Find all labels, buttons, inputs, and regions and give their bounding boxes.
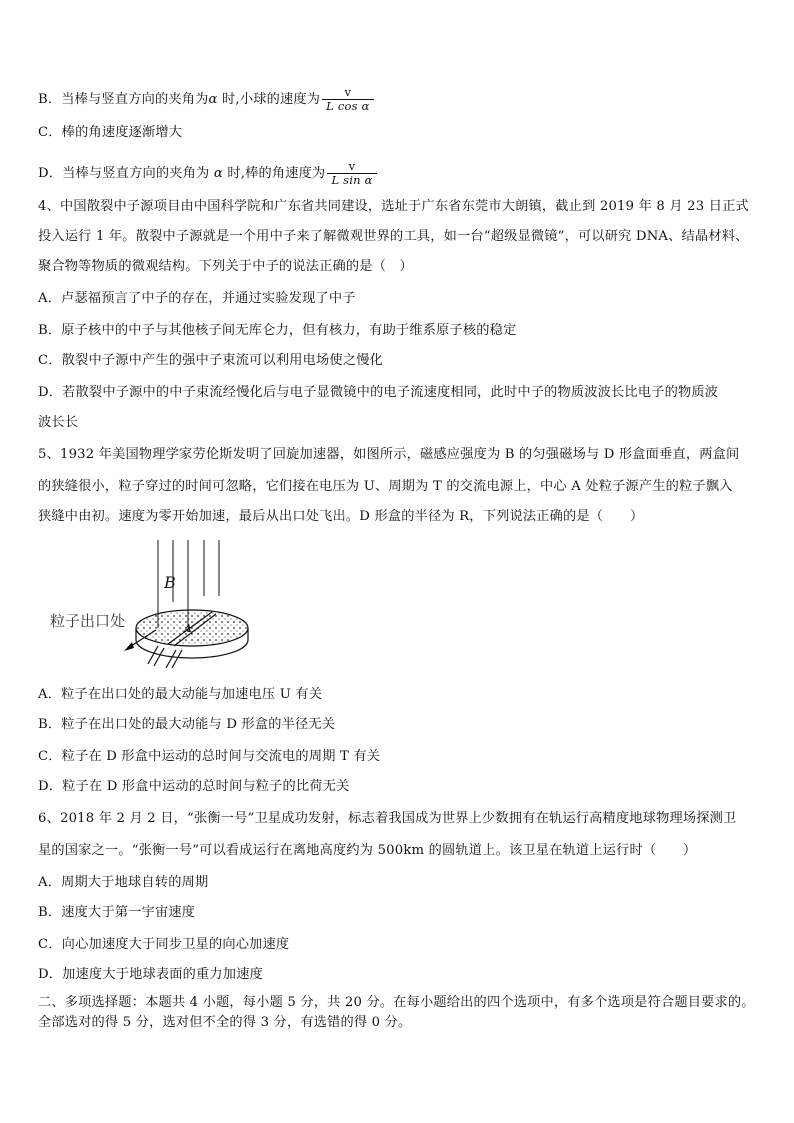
- alpha-symbol: α: [213, 166, 223, 181]
- q4-stem-line: 聚合物等物质的微观结构。下列关于中子的说法正确的是（ ）: [38, 259, 413, 274]
- q6-option: B．速度大于第一宇宙速度: [38, 905, 196, 920]
- d-box-top: [136, 610, 248, 646]
- q5-option: B．粒子在出口处的最大动能与 D 形盒的半径无关: [38, 717, 336, 732]
- label-a: A: [184, 622, 192, 635]
- q4-option-continued: 波长长: [38, 415, 79, 430]
- q6-option: C．向心加速度大于同步卫星的向心加速度: [38, 937, 290, 952]
- q4-option: B．原子核中的中子与其他核子间无库仑力，但有核力，有助于维系原子核的稳定: [38, 323, 517, 338]
- q5-option: A．粒子在出口处的最大动能与加速电压 U 有关: [38, 687, 323, 702]
- option-text: D．当棒与竖直方向的夹角为: [38, 166, 214, 181]
- cyclotron-figure: [40, 536, 250, 672]
- q3-option-b: [38, 86, 762, 113]
- label-b: B: [164, 573, 176, 592]
- q5-option: D．粒子在 D 形盒中运动的总时间与粒子的比荷无关: [38, 779, 350, 794]
- q4-stem-line: 4、中国散裂中子源项目由中国科学院和广东省共同建设，选址于广东省东莞市大朗镇，截止到 2019 年 8 月 23 日正式: [38, 199, 749, 214]
- q5-option: C．粒子在 D 形盒中运动的总时间与交流电的周期 T 有关: [38, 749, 381, 764]
- q5-stem-line: 的狭缝很小，粒子穿过的时间可忽略，它们接在电压为 U、周期为 T 的交流电源上，中心 A 处粒子源产生的粒子飘入: [38, 479, 733, 494]
- section-heading: 二、多项选择题：本题共 4 小题，每小题 5 分，共 20 分。在每小题给出的四个选项中，有多个选项是符合题目要求的。: [38, 995, 755, 1010]
- q4-option: A．卢瑟福预言了中子的存在，并通过实验发现了中子: [38, 291, 356, 306]
- q4-stem-line: 投入运行 1 年。散裂中子源就是一个用中子来了解微观世界的工具，如一台“超级显微镜”，可以研究 DNA、结晶材料、: [38, 229, 749, 244]
- option-text: 时,棒的角速度为: [222, 166, 326, 181]
- q5-stem-line: 5、1932 年美国物理学家劳伦斯发明了回旋加速器，如图所示，磁感应强度为 B 的匀强磁场与 D 形盒面垂直，两盒间: [38, 447, 740, 462]
- label-exit: 粒子出口处: [50, 612, 126, 630]
- cyclotron-diagram: [40, 536, 250, 672]
- q3-option-d: [38, 160, 762, 187]
- fraction: [322, 86, 373, 113]
- section-heading: 全部选对的得 5 分，选对但不全的得 3 分，有选错的得 0 分。: [38, 1015, 412, 1030]
- q6-option: A．周期大于地球自转的周期: [38, 875, 209, 890]
- option-text: B．当棒与竖直方向的夹角为: [38, 92, 209, 107]
- arrow-head-icon: [124, 642, 134, 651]
- fraction-denominator: L sin α: [327, 173, 376, 187]
- alpha-symbol: α: [208, 92, 218, 107]
- q6-option: D．加速度大于地球表面的重力加速度: [38, 967, 263, 982]
- fraction: [327, 160, 376, 187]
- fraction-numerator: v: [344, 85, 352, 99]
- q3-option-c: C．棒的角速度逐渐增大: [38, 125, 183, 140]
- option-text: 时,小球的速度为: [217, 92, 321, 107]
- q4-option: D．若散裂中子源中的中子束流经慢化后与电子显微镜中的电子流速度相同，此时中子的物质波波长比电子的物质波: [38, 385, 719, 400]
- q5-stem-line: 狭缝中由初。速度为零开始加速，最后从出口处飞出。D 形盒的半径为 R，下列说法正确的是（ ）: [38, 509, 644, 524]
- q6-stem-line: 星的国家之一。“张衡一号”可以看成运行在离地高度约为 500km 的圆轨道上。该卫星在轨道上运行时（ ）: [38, 843, 697, 858]
- fraction-denominator: L cos α: [322, 99, 373, 113]
- q4-option: C．散裂中子源中产生的强中子束流可以利用电场使之慢化: [38, 353, 383, 368]
- fraction-numerator: v: [348, 159, 356, 173]
- q6-stem-line: 6、2018 年 2 月 2 日，“张衡一号”卫星成功发射，标志着我国成为世界上少数拥有在轨运行高精度地球物理场探测卫: [38, 811, 737, 826]
